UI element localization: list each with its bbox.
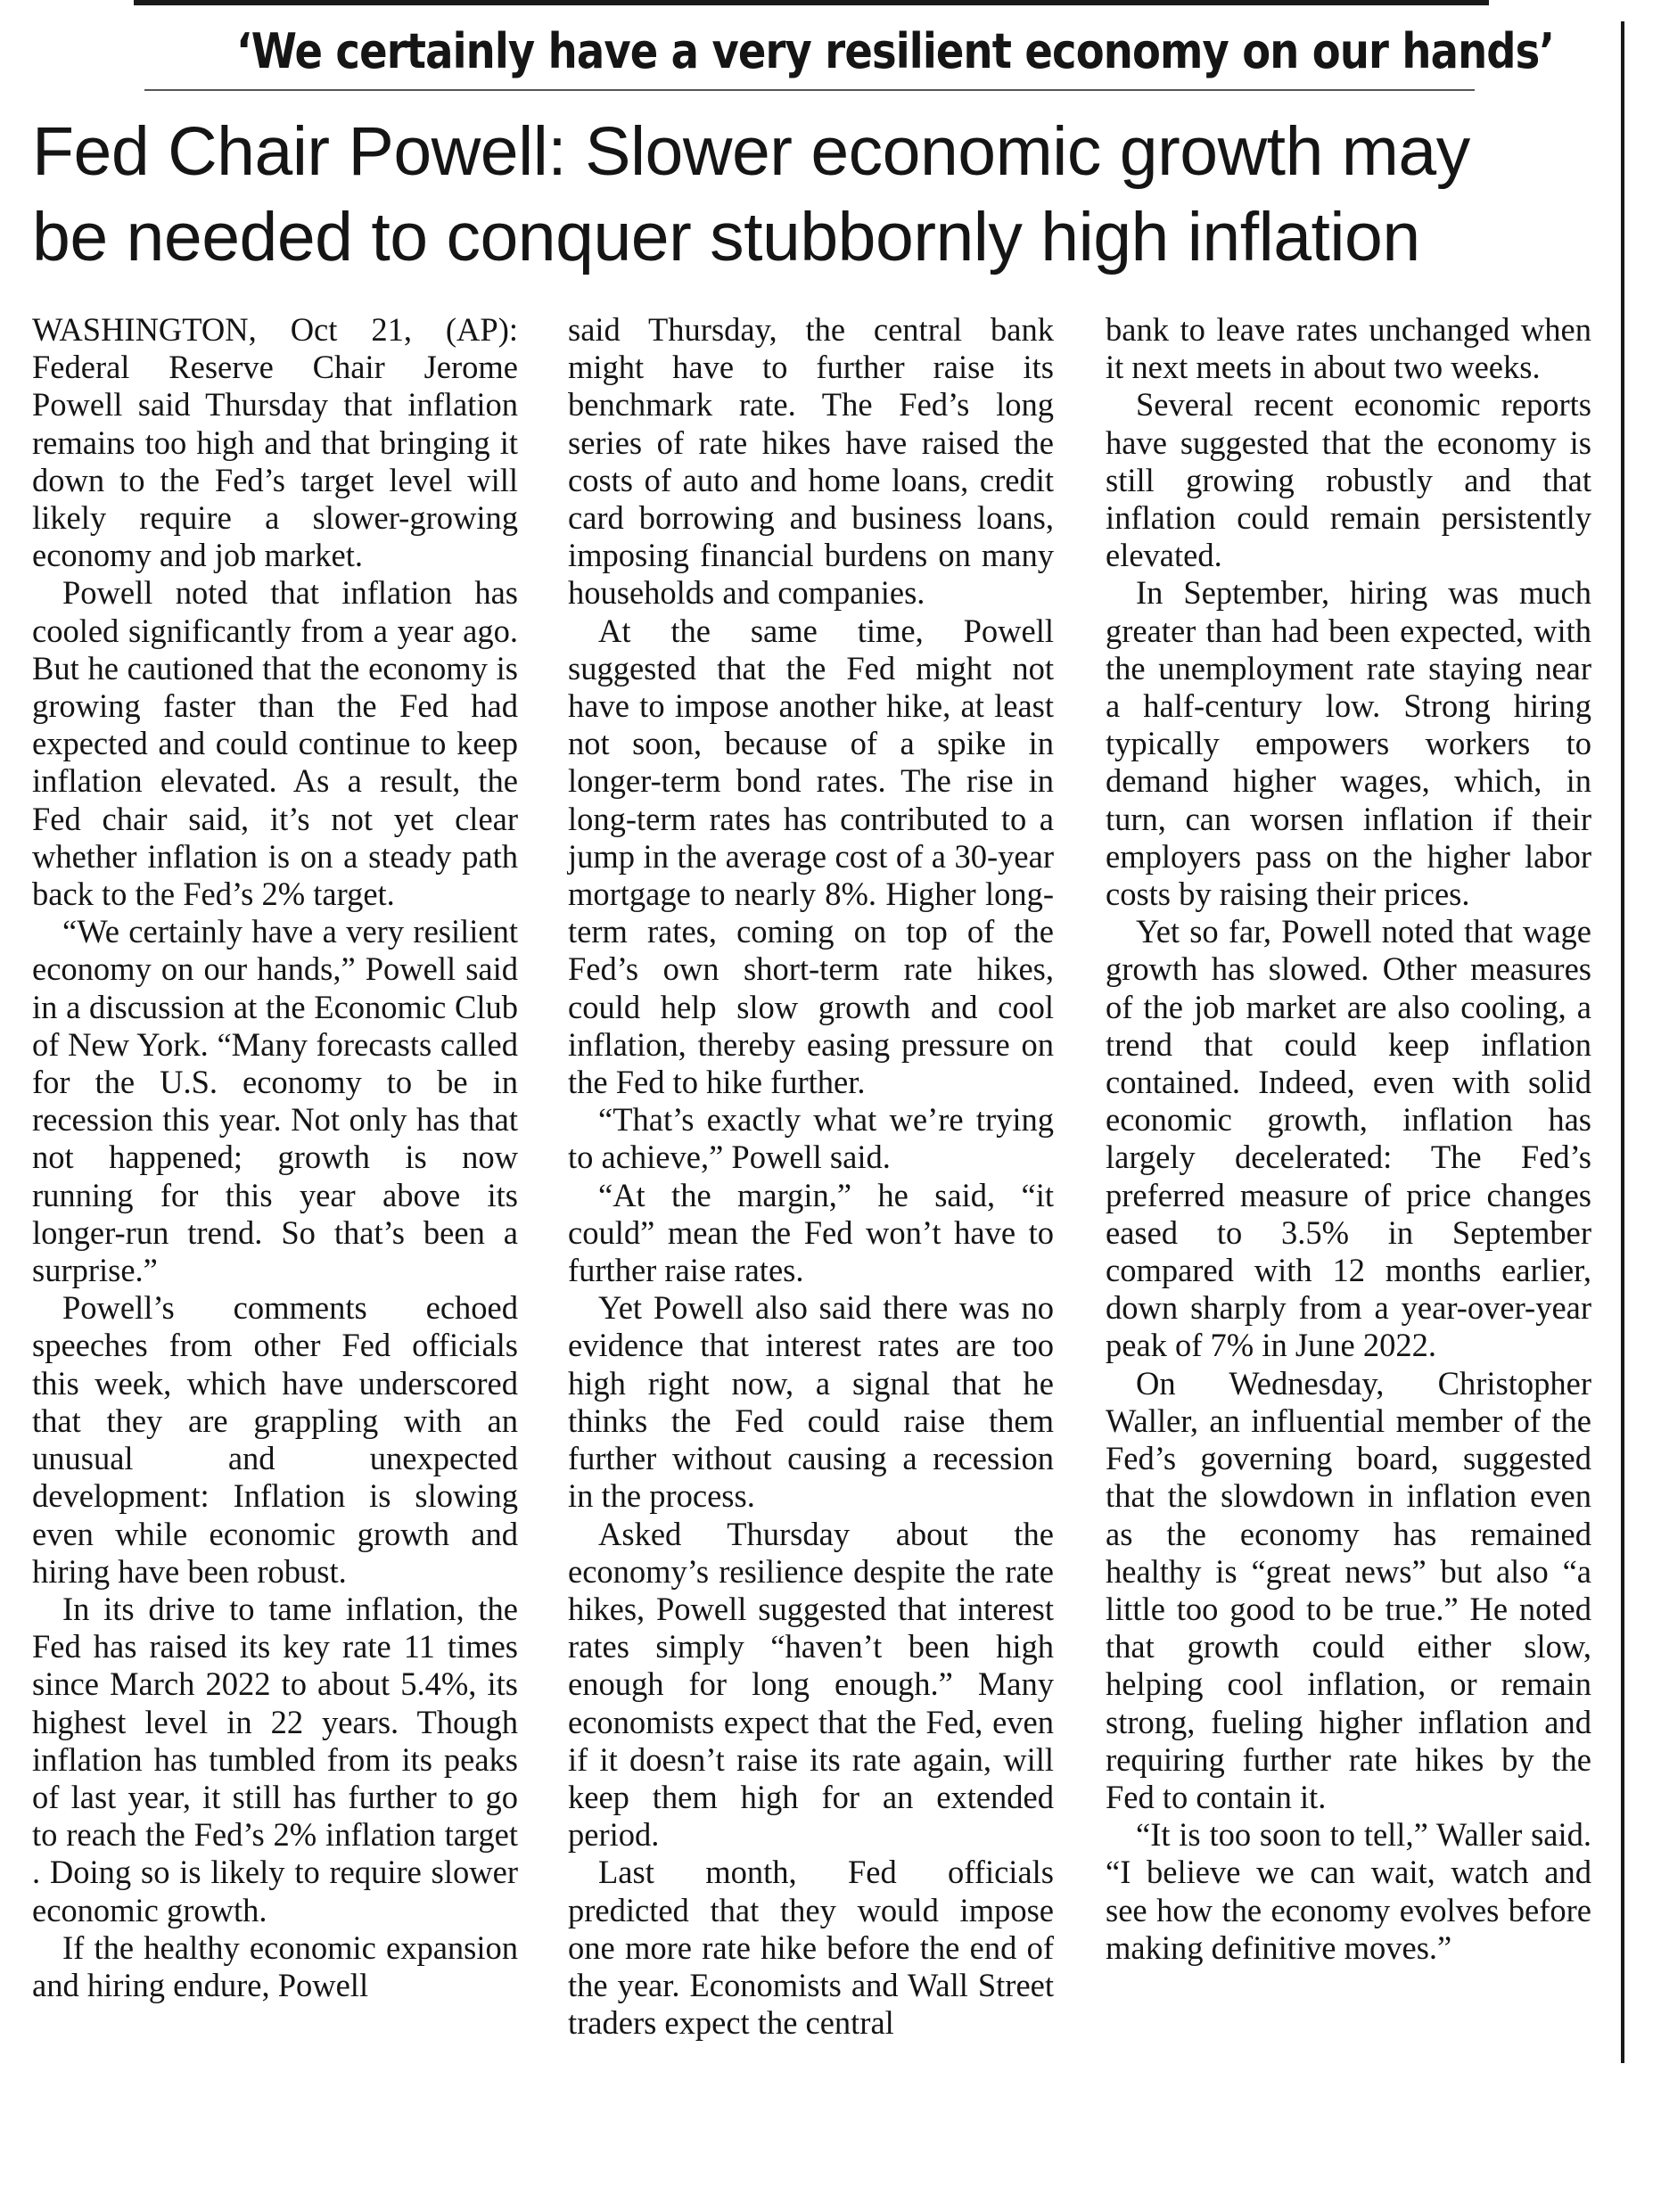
kicker-quote: ‘We certainly have a very resilient economy on our hands’ xyxy=(236,23,1555,79)
paragraph-dateline: WASHINGTON, Oct 21, (AP): Federal Reserve Chair Jerome Powell said Thursday that inflation remains too high and that bringing it down to the Fed’s target level will likely require a slower-growing economy and job market. xyxy=(32,311,518,574)
paragraph: Yet Powell also said there was no evidence that interest rates are too high right now, a signal that he thinks the Fed could raise them further without causing a recession in the process. xyxy=(568,1289,1054,1515)
paragraph: In its drive to tame inflation, the Fed has raised its key rate 11 times since March 2022 to about 5.4%, its highest level in 22 years. Though inflation has tumbled from its peaks of last year, it still has further to go to reach the Fed’s 2% inflation target . Doing so is likely to require slower economic growth. xyxy=(32,1590,518,1928)
paragraph: On Wednesday, Christopher Waller, an influential member of the Fed’s governing board, suggested that the slowdown in inflation even as the economy has remained healthy is “great news” but also “a little too good to be true.” He noted that growth could either slow, helping cool inflation, or remain strong, fueling higher inflation and requiring further rate hikes by the Fed to contain it. xyxy=(1106,1364,1591,1815)
paragraph: Last month, Fed officials predicted that they would impose one more rate hike before the end of the year. Economists and Wall Street traders expect the central xyxy=(568,1854,1054,2042)
article-column-1 xyxy=(32,311,518,2004)
paragraph: Several recent economic reports have suggested that the economy is still growing robustly and that inflation could remain persistently elevated. xyxy=(1106,386,1591,574)
paragraph: “That’s exactly what we’re trying to achieve,” Powell said. xyxy=(568,1101,1054,1176)
kicker-divider xyxy=(144,89,1475,91)
article-column-2 xyxy=(568,311,1054,2042)
paragraph-continued: said Thursday, the central bank might have to further raise its benchmark rate. The Fed’s long series of rate hikes have raised the costs of auto and home loans, credit card borrowing and business loans, imposing financial burdens on many households and companies. xyxy=(568,311,1054,612)
paragraph: Powell noted that inflation has cooled significantly from a year ago. But he cautioned that the economy is growing faster than the Fed had expected and could continue to keep inflation elevated. As a result, the Fed chair said, it’s not yet clear whether inflation is on a steady path back to the Fed’s 2% target. xyxy=(32,574,518,913)
article-column-3 xyxy=(1106,311,1591,1967)
paragraph: Yet so far, Powell noted that wage growth has slowed. Other measures of the job market are also cooling, a trend that could keep inflation contained. Indeed, even with solid economic growth, inflation has largely decelerated: The Fed’s preferred measure of price changes eased to 3.5% in September compared with 12 months earlier, down sharply from a year-over-year peak of 7% in June 2022. xyxy=(1106,913,1591,1364)
headline-line-2: be needed to conquer stubbornly high inflation xyxy=(32,199,1420,275)
paragraph: At the same time, Powell suggested that the Fed might not have to impose another hike, at least not soon, because of a spike in longer-term bond rates. The rise in long-term rates has contributed to a jump in the average cost of a 30-year mortgage to nearly 8%. Higher long-term rates, coming on top of the Fed’s own short-term rate hikes, could help slow growth and cool inflation, thereby easing pressure on the Fed to hike further. xyxy=(568,612,1054,1101)
column-rule xyxy=(1621,21,1624,2063)
paragraph: “It is too soon to tell,” Waller said. “I believe we can wait, watch and see how the economy evolves before making definitive moves.” xyxy=(1106,1816,1591,1966)
paragraph: “At the margin,” he said, “it could” mean the Fed won’t have to further raise rates. xyxy=(568,1176,1054,1289)
top-rule xyxy=(134,0,1489,5)
headline-line-1: Fed Chair Powell: Slower economic growth may xyxy=(32,113,1470,190)
paragraph: “We certainly have a very resilient economy on our hands,” Powell said in a discussion at the Economic Club of New York. “Many forecasts called for the U.S. economy to be in recession this year. Not only has that not happened; growth is now running for this year above its longer-run trend. So that’s been a surprise.” xyxy=(32,913,518,1289)
paragraph: Powell’s comments echoed speeches from other Fed officials this week, which have underscored that they are grappling with an unusual and unexpected development: Inflation is slowing even while economic growth and hiring have been robust. xyxy=(32,1289,518,1590)
paragraph-continued: bank to leave rates unchanged when it next meets in about two weeks. xyxy=(1106,311,1591,386)
headline xyxy=(32,109,1628,280)
paragraph: Asked Thursday about the economy’s resilience despite the rate hikes, Powell suggested that interest rates simply “haven’t been high enough for long enough.” Many economists expect that the Fed, even if it doesn’t raise its rate again, will keep them high for an extended period. xyxy=(568,1515,1054,1854)
paragraph: If the healthy economic expansion and hiring endure, Powell xyxy=(32,1928,518,2003)
paragraph: In September, hiring was much greater than had been expected, with the unemployment rate staying near a half-century low. Strong hiring typically empowers workers to demand higher wages, which, in turn, can worsen inflation if their employers pass on the higher labor costs by raising their prices. xyxy=(1106,574,1591,913)
